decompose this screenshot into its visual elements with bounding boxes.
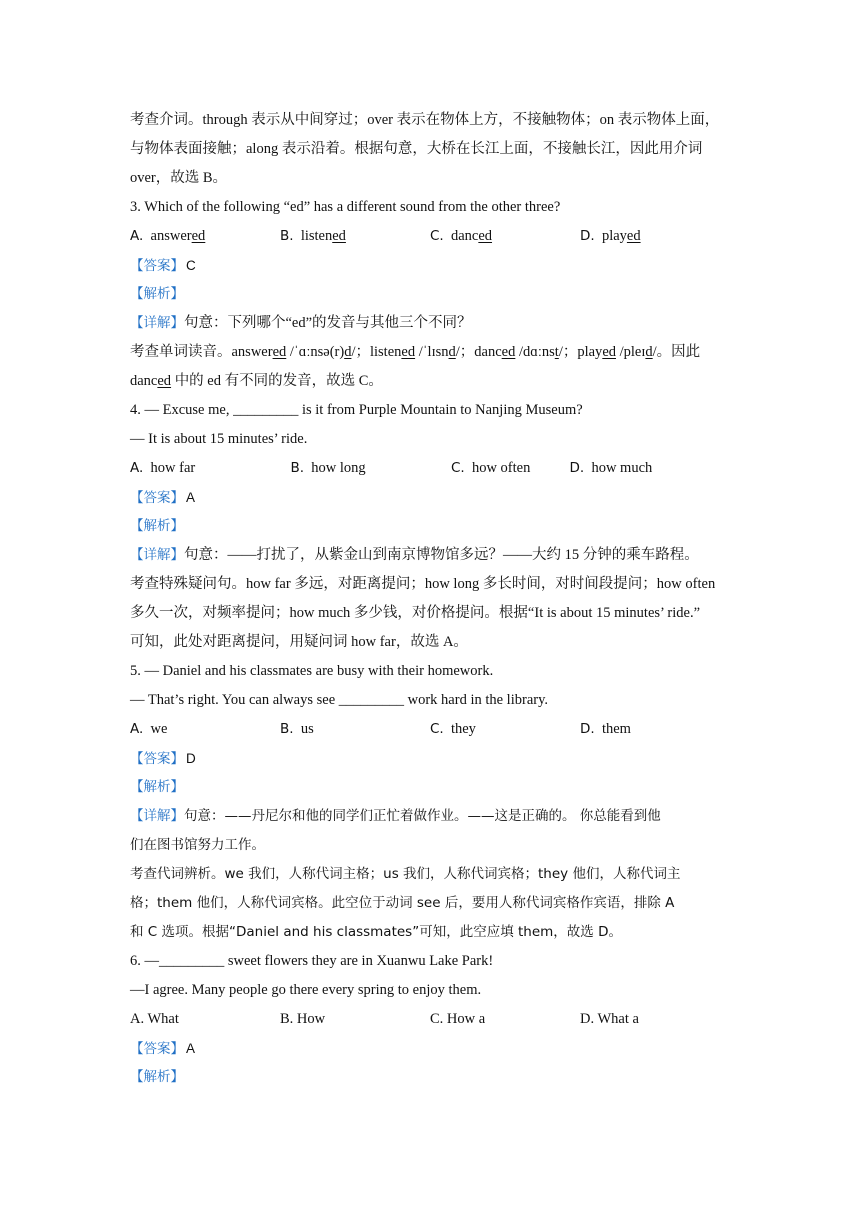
answer-value: A [186, 490, 196, 505]
q5-option-d: D. them [580, 721, 631, 737]
detail-tag: 【详解】 [130, 315, 184, 331]
q3-option-c: C. danced [430, 228, 493, 244]
q5-detail: 【详解】句意：——丹尼尔和他的同学们正忙着做作业。——这是正确的。 你总能看到他 [130, 808, 661, 824]
answer-tag: 【答案】 [130, 258, 184, 274]
analysis-tag: 【解析】 [130, 286, 184, 302]
q3-analysis [130, 280, 730, 309]
document-content [130, 106, 730, 1092]
answer-value: C [186, 258, 196, 273]
q6-reply: —I agree. Many people go there every spring to enjoy them. [130, 982, 482, 998]
q5-option-b: B. us [280, 721, 314, 737]
q4-option-d: D. how much [569, 460, 653, 476]
q6-option-c: C. How a [430, 1011, 486, 1027]
q5-options [130, 715, 730, 744]
q4-stem: 4. — Excuse me, _________ is it from Purple Mountain to Nanjing Museum? [130, 402, 583, 418]
q5-answer [130, 744, 730, 773]
answer-value: A [186, 1041, 196, 1056]
q6-option-b: B. How [280, 1011, 326, 1027]
q6-option-a: A. What [130, 1011, 179, 1027]
q5-option-a: A. we [130, 721, 168, 737]
analysis-tag: 【解析】 [130, 779, 184, 795]
q5-detail-line: 考查代词辨析。we 我们，人称代词主格；us 我们，人称代词宾格；they 他们，人称代词主 [130, 866, 681, 882]
q6-answer [130, 1034, 730, 1063]
q4-detail-line: 考查特殊疑问句。how far 多远，对距离提问；how long 多长时间，对时间段提问；how often [130, 576, 716, 592]
q4-options [130, 454, 730, 483]
detail-tag: 【详解】 [130, 808, 184, 824]
q4-detail: 【详解】句意：——打扰了，从紫金山到南京博物馆多远？——大约 15 分钟的乘车路程。 [130, 547, 699, 563]
q5-stem: 5. — Daniel and his classmates are busy with their homework. [130, 663, 494, 679]
answer-tag: 【答案】 [130, 1041, 184, 1057]
answer-value: D [186, 751, 196, 766]
q5-detail-line: 和 C 选项。根据“Daniel and his classmates”可知，此空应填 them，故选 D。 [130, 924, 622, 940]
q3-stem: 3. Which of the following “ed” has a different sound from the other three? [130, 199, 561, 215]
q3-answer [130, 251, 730, 280]
q5-option-c: C. they [430, 721, 476, 737]
answer-tag: 【答案】 [130, 751, 184, 767]
analysis-tag: 【解析】 [130, 1069, 184, 1085]
q2-explain-line: 考查介词。through 表示从中间穿过；over 表示在物体上方，不接触物体；on 表示物体上面， [130, 112, 720, 128]
q3-option-d: D. played [580, 228, 641, 244]
q5-detail-line: 们在图书馆努力工作。 [130, 837, 265, 853]
q6-analysis [130, 1063, 730, 1092]
analysis-tag: 【解析】 [130, 518, 184, 534]
q4-option-c: C. how often [450, 460, 531, 476]
q6-stem: 6. —_________ sweet flowers they are in Xuanwu Lake Park! [130, 953, 494, 969]
q3-option-b: B. listened [280, 228, 346, 244]
q3-detail-conclusion: danced 中的 ed 有不同的发音，故选 C。 [130, 373, 383, 389]
q3-options [130, 222, 730, 251]
q4-detail-line: 多久一次，对频率提问；how much 多少钱，对价格提问。根据“It is about 15 minutes’ ride.” [130, 605, 701, 621]
q5-detail-line: 格；them 他们，人称代词宾格。此空位于动词 see 后，要用人称代词宾格作宾语，排除 A [130, 895, 675, 911]
q6-options [130, 1005, 730, 1034]
q4-analysis [130, 512, 730, 541]
q4-option-a: A. how far [130, 460, 196, 476]
detail-tag: 【详解】 [130, 547, 184, 563]
q3-detail: 【详解】句意：下列哪个“ed”的发音与其他三个不同？ [130, 315, 472, 331]
q2-explain-line: over，故选 B。 [130, 170, 228, 186]
q6-option-d: D. What a [580, 1011, 639, 1027]
q2-explain-line: 与物体表面接触；along 表示沿着。根据句意，大桥在长江上面，不接触长江，因此用介词 [130, 141, 703, 157]
q4-option-b: B. how long [290, 460, 366, 476]
q5-analysis [130, 773, 730, 802]
answer-tag: 【答案】 [130, 490, 184, 506]
q3-option-a: A. answered [130, 228, 206, 244]
q5-reply: — That’s right. You can always see _________ work hard in the library. [130, 692, 549, 708]
q4-reply: — It is about 15 minutes’ ride. [130, 431, 308, 447]
q3-detail-pronunciation: 考查单词读音。answered /ˈɑːnsə(r)d/；listened /ˈlɪsnd/；danced /dɑːnst/；played /pleɪd/。因此 [130, 344, 701, 360]
q4-detail-line: 可知，此处对距离提问，用疑问词 how far，故选 A。 [130, 634, 468, 650]
q4-answer [130, 483, 730, 512]
